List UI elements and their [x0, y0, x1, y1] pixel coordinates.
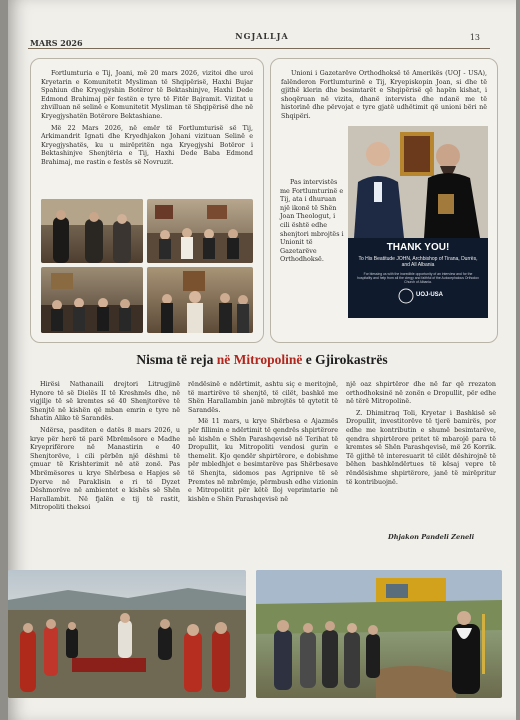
right-box-narrow-column [280, 178, 344, 267]
article-col1-paragraph-1: Hirësi Nathanaili drejtori Litrugjinë Hynore të së Dielës II të Kreshmës dhe, në vigjilje të së kremtes së 40 Shenjtorëve të Shenjtë në kishën që mban emrin e tyre në fshatin Aliko të Sarandës. [30, 380, 180, 423]
right-box-paragraph-1: Unioni i Gazetarëve Orthodhoksë të Amerikës (UOJ - USA), falënderon Fortlumturinë e Tij, Kryepiskopin Joan, si dhe të gjithë klerin dhe besimtarët e Shqipërisë që hapën kishat, i shoqëruan në vizita, dhanë intervista dhe ndanë me të historinë dhe përvojat e tyre gjatë udhëtimit që unioni bëri në Shqipëri. [281, 69, 487, 120]
left-box-paragraph-2: Më 22 Mars 2026, në emër të Fortlumturisë së Tij, Arkimandrit Ignati dhe Kryedhjakon Johani vizituan Selinë e Kryegjyshatës, ku u mirëpritën nga Kryegjyshi Botëror i Bektashinjve Shenjtëria e Tij, Haxhi Dede Baba Edmond Brahimaj, me rastin e festës së Novruzit. [41, 123, 253, 166]
article-col2-paragraph-2: Më 11 mars, u kryе Shërbesa e Ajazmës për fillimin e ndërtimit të qendrës shpirtërore në kishën e Shën Parashqevisë në Terihat të Dropullit, ku Mitropoliti vendosi gurin e themelit. Kjo qendër shpirtërore, e dobishme për mbledhjet e besimtarëve pas Shërbesave të Shenjta, sidomos pas Agripnive të së Premtes në mbrëmje, përmbush edhe vizionin e Mitropolitit për këtë lloj veprimtarie në kishën e Shën Parashqevisë në [188, 417, 338, 503]
photo-visit-1 [41, 199, 143, 263]
photo-outdoor-service [8, 570, 246, 698]
article-col1-paragraph-2: Ndërsa, pasditen e datës 8 mars 2026, u krye për herë të parë Mbrëmësore e Madhe Kryeprifërore në Manastirin e 40 Shenjtorëve, i cili përbën një dëshmi të çmuar të Krishterimit në atë zonë. Pas Mbrëmësores u krye Shërbesa e Hapjes së Dyerve në Paraklisin e ri të Dyzet Dëshmorëve në ambientet e kishës së Shën Harallambit. Në fjalën e tij të rastit, Mitropoliti theksoi [30, 425, 180, 512]
article-col3-paragraph-1: një oaz shpirtëror dhe në far që rrezaton orthodhoksinë në zonën e Dropullit, për edhe në tërë Mitropolinë. [346, 380, 496, 406]
article-col3-paragraph-2: Z. Dhimitraq Toli, Kryetar i Bashkisë së Dropullit, investitorëve të tjerë bamirës, por edhe me kontributin e shumë besimtarëve, qendra shpirtërore pritet të mbarojë para të kremtes së Shën Parashqevisë, më 26 Korrik. Të gjithë të interesuarit të cilët dëshirojnë të bëhen bashkëndërtues të kësaj vepre të rëndësishme shpirtërore, janë të mirëpritur të kontribuojnë. [346, 408, 496, 486]
thank-you-note: For blessing us with the incredible opportunity of an interview and for the hospitality and help from all the clergy and faithful of the Autocephalous Orthodox Church of Albania. [357, 272, 479, 285]
right-box-paragraph-2: Pas intervistës me Fortlumturinë e Tij, ata i dhuruan një ikonë të Shën Joan Theologut, i cili është edhe shenjtori mbrojtës i Unionit të Gazetarëve Orthodhoksë. [280, 178, 344, 264]
article-title-part-1: Nisma të reja [136, 352, 217, 367]
article-title [8, 352, 516, 368]
article-column-3 [346, 380, 496, 489]
uoj-logo: UOJ-USA [416, 292, 444, 298]
photo-foundation-stone [256, 570, 502, 698]
thank-you-subtitle: To His Beatitude JOHN, Archbishop of Tirana, Durrës, and All Albania [358, 256, 478, 268]
article-column-1 [30, 380, 180, 515]
newspaper-page [8, 0, 516, 720]
header-title: NGJALLJA [235, 31, 289, 41]
thank-you-title: THANK YOU! [386, 242, 450, 253]
thank-you-card [348, 126, 488, 318]
article-col2-paragraph-1: rëndësinë e ndërtimit, ashtu siç e meritojnë, të martirëve të shenjtë, të cilët, bashkë me Shën Harallambin janë mbrojtës të qytetit të Sarandës. [188, 380, 338, 414]
article-title-highlight: në Mitropolinë [216, 352, 303, 367]
header-date: MARS 2026 [30, 38, 83, 48]
left-box-paragraph-1: Fortlumturia e Tij, Joani, më 20 mars 2026, vizitoi dhe uroi Kryetarin e Komunitetit Mysliman të Shqipërisë, Haxhi Bujar Spahiun dhe Kryegjyshin Botëror të Bektashinjve, Haxhi Dede Edmond Brahimaj për festën e tyre të Fitër Bajramit. Vizitat u zhvilluan në selinë e Komunitetit Mysliman të Shqipërisë dhe në Kryegjyshatën Botërore Bektashiane. [41, 69, 253, 120]
article-column-2 [188, 380, 338, 506]
header-rule [28, 48, 490, 49]
photo-visit-3 [41, 267, 143, 333]
page-header [8, 30, 516, 48]
photo-visit-4 [147, 267, 253, 333]
left-news-box [30, 58, 264, 343]
photo-visit-2 [147, 199, 253, 263]
page-number: 13 [469, 33, 480, 42]
article-signature: Dhjakon Pandeli Zeneli [388, 533, 475, 541]
article-title-part-3: e Gjirokastrës [302, 352, 388, 367]
